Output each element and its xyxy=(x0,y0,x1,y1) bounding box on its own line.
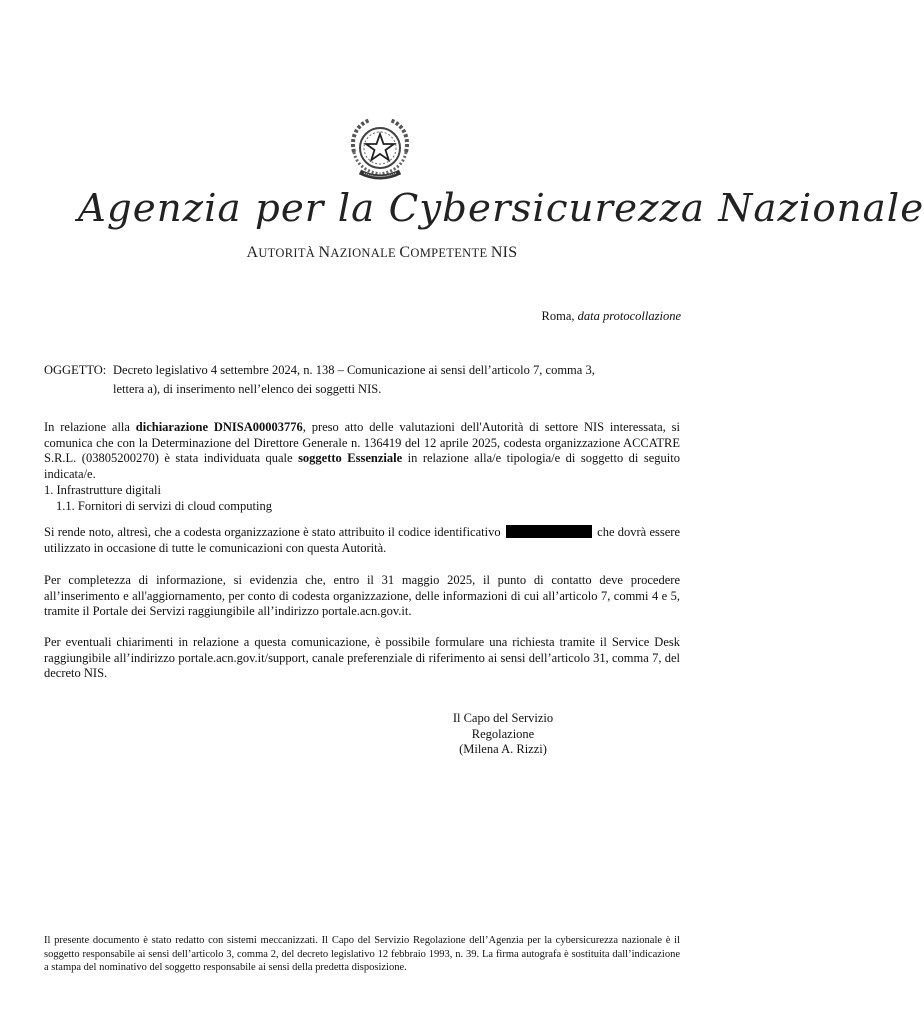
place-date xyxy=(542,309,681,324)
text: che dovrà essere utilizzato in occasione di tutte le comunicazioni con questa Autorità. xyxy=(44,525,681,555)
paragraph-designation xyxy=(44,420,680,482)
italian-republic-emblem-icon xyxy=(340,112,420,184)
subject-block xyxy=(44,361,664,399)
paragraph-support: Per eventuali chiarimenti in relazione a questa comunicazione, è possibile formulare una richiesta tramite il Service Desk raggiungibile all’indirizzo portale.acn.gov.it/support, canale preferenziale di riferimento ai sensi dell’articolo 31, comma 7, del decreto NIS. xyxy=(44,635,680,680)
redacted-identifier xyxy=(506,525,592,538)
authority-subtitle xyxy=(0,244,724,262)
agency-name: Agenzia per la Cybersicurezza Nazionale xyxy=(77,186,924,230)
authority-word: NIS xyxy=(490,244,518,261)
paragraph-deadline: Per completezza di informazione, si evidenzia che, entro il 31 maggio 2025, il punto di contatto deve procedere all’inserimento e all'aggiornamento, per conto di codesta organizzazione, delle informazioni di cui all’articolo 7, commi 4 e 5, tramite il Portale dei Servizi raggiungibile all’indirizzo portale.acn.gov.it. xyxy=(44,573,680,618)
list-subitem: 1.1. Fornitori di servizi di cloud computing xyxy=(56,498,272,513)
signature-block xyxy=(428,711,578,758)
date: data protocollazione xyxy=(577,309,681,323)
authority-word: NAZIONALE xyxy=(318,244,400,261)
list-item: 1. Infrastrutture digitali xyxy=(44,483,161,497)
paragraph-identifier xyxy=(44,525,680,556)
signature-title: Il Capo del Servizio xyxy=(452,711,554,725)
subject-type: soggetto Essenziale xyxy=(298,451,403,465)
authority-word: COMPETENTE xyxy=(399,244,491,261)
authority-word: AUTORITÀ xyxy=(246,244,319,261)
signature-office: Regolazione xyxy=(471,726,535,741)
subject-line-1: Decreto legislativo 4 settembre 2024, n. 138 – Comunicazione ai sensi dell’articolo 7, comma 3, xyxy=(113,363,595,377)
text: Si rende noto, altresì, che a codesta organizzazione è stato attribuito il codice identificativo xyxy=(44,525,501,539)
sector-list xyxy=(44,483,272,514)
footer-note: Il presente documento è stato redatto con sistemi meccanizzati. Il Capo del Servizio Regolazione dell’Agenzia per la cybersicurezza nazionale è il soggetto responsabile ai sensi dell’articolo 3, comma 2, del decreto legislativo 12 febbraio 1993, n. 39. La firma autografa è sostituita dall’indicazione a stampa del nominativo del soggetto responsabile ai sensi della predetta disposizione. xyxy=(44,935,680,973)
subject-label: OGGETTO: xyxy=(44,363,107,377)
signature-name: (Milena A. Rizzi) xyxy=(459,742,547,756)
text: in relazione alla/e tipologia/e di soggetto di seguito indicata/e. xyxy=(44,451,680,481)
declaration-id: dichiarazione DNISA00003776 xyxy=(135,420,303,434)
place: Roma, xyxy=(541,309,575,323)
text: , preso atto delle valutazioni dell'Autorità di settore NIS interessata, si comunica che con la Determinazione del Direttore Generale n. 136419 del 12 aprile 2025, codesta organizzazione ACCATRE S.R.L. (03805200270) è stata individuata quale xyxy=(44,420,680,465)
text: In relazione alla xyxy=(44,420,136,434)
subject-line-2: lettera a), di inserimento nell’elenco dei soggetti NIS. xyxy=(113,382,382,396)
